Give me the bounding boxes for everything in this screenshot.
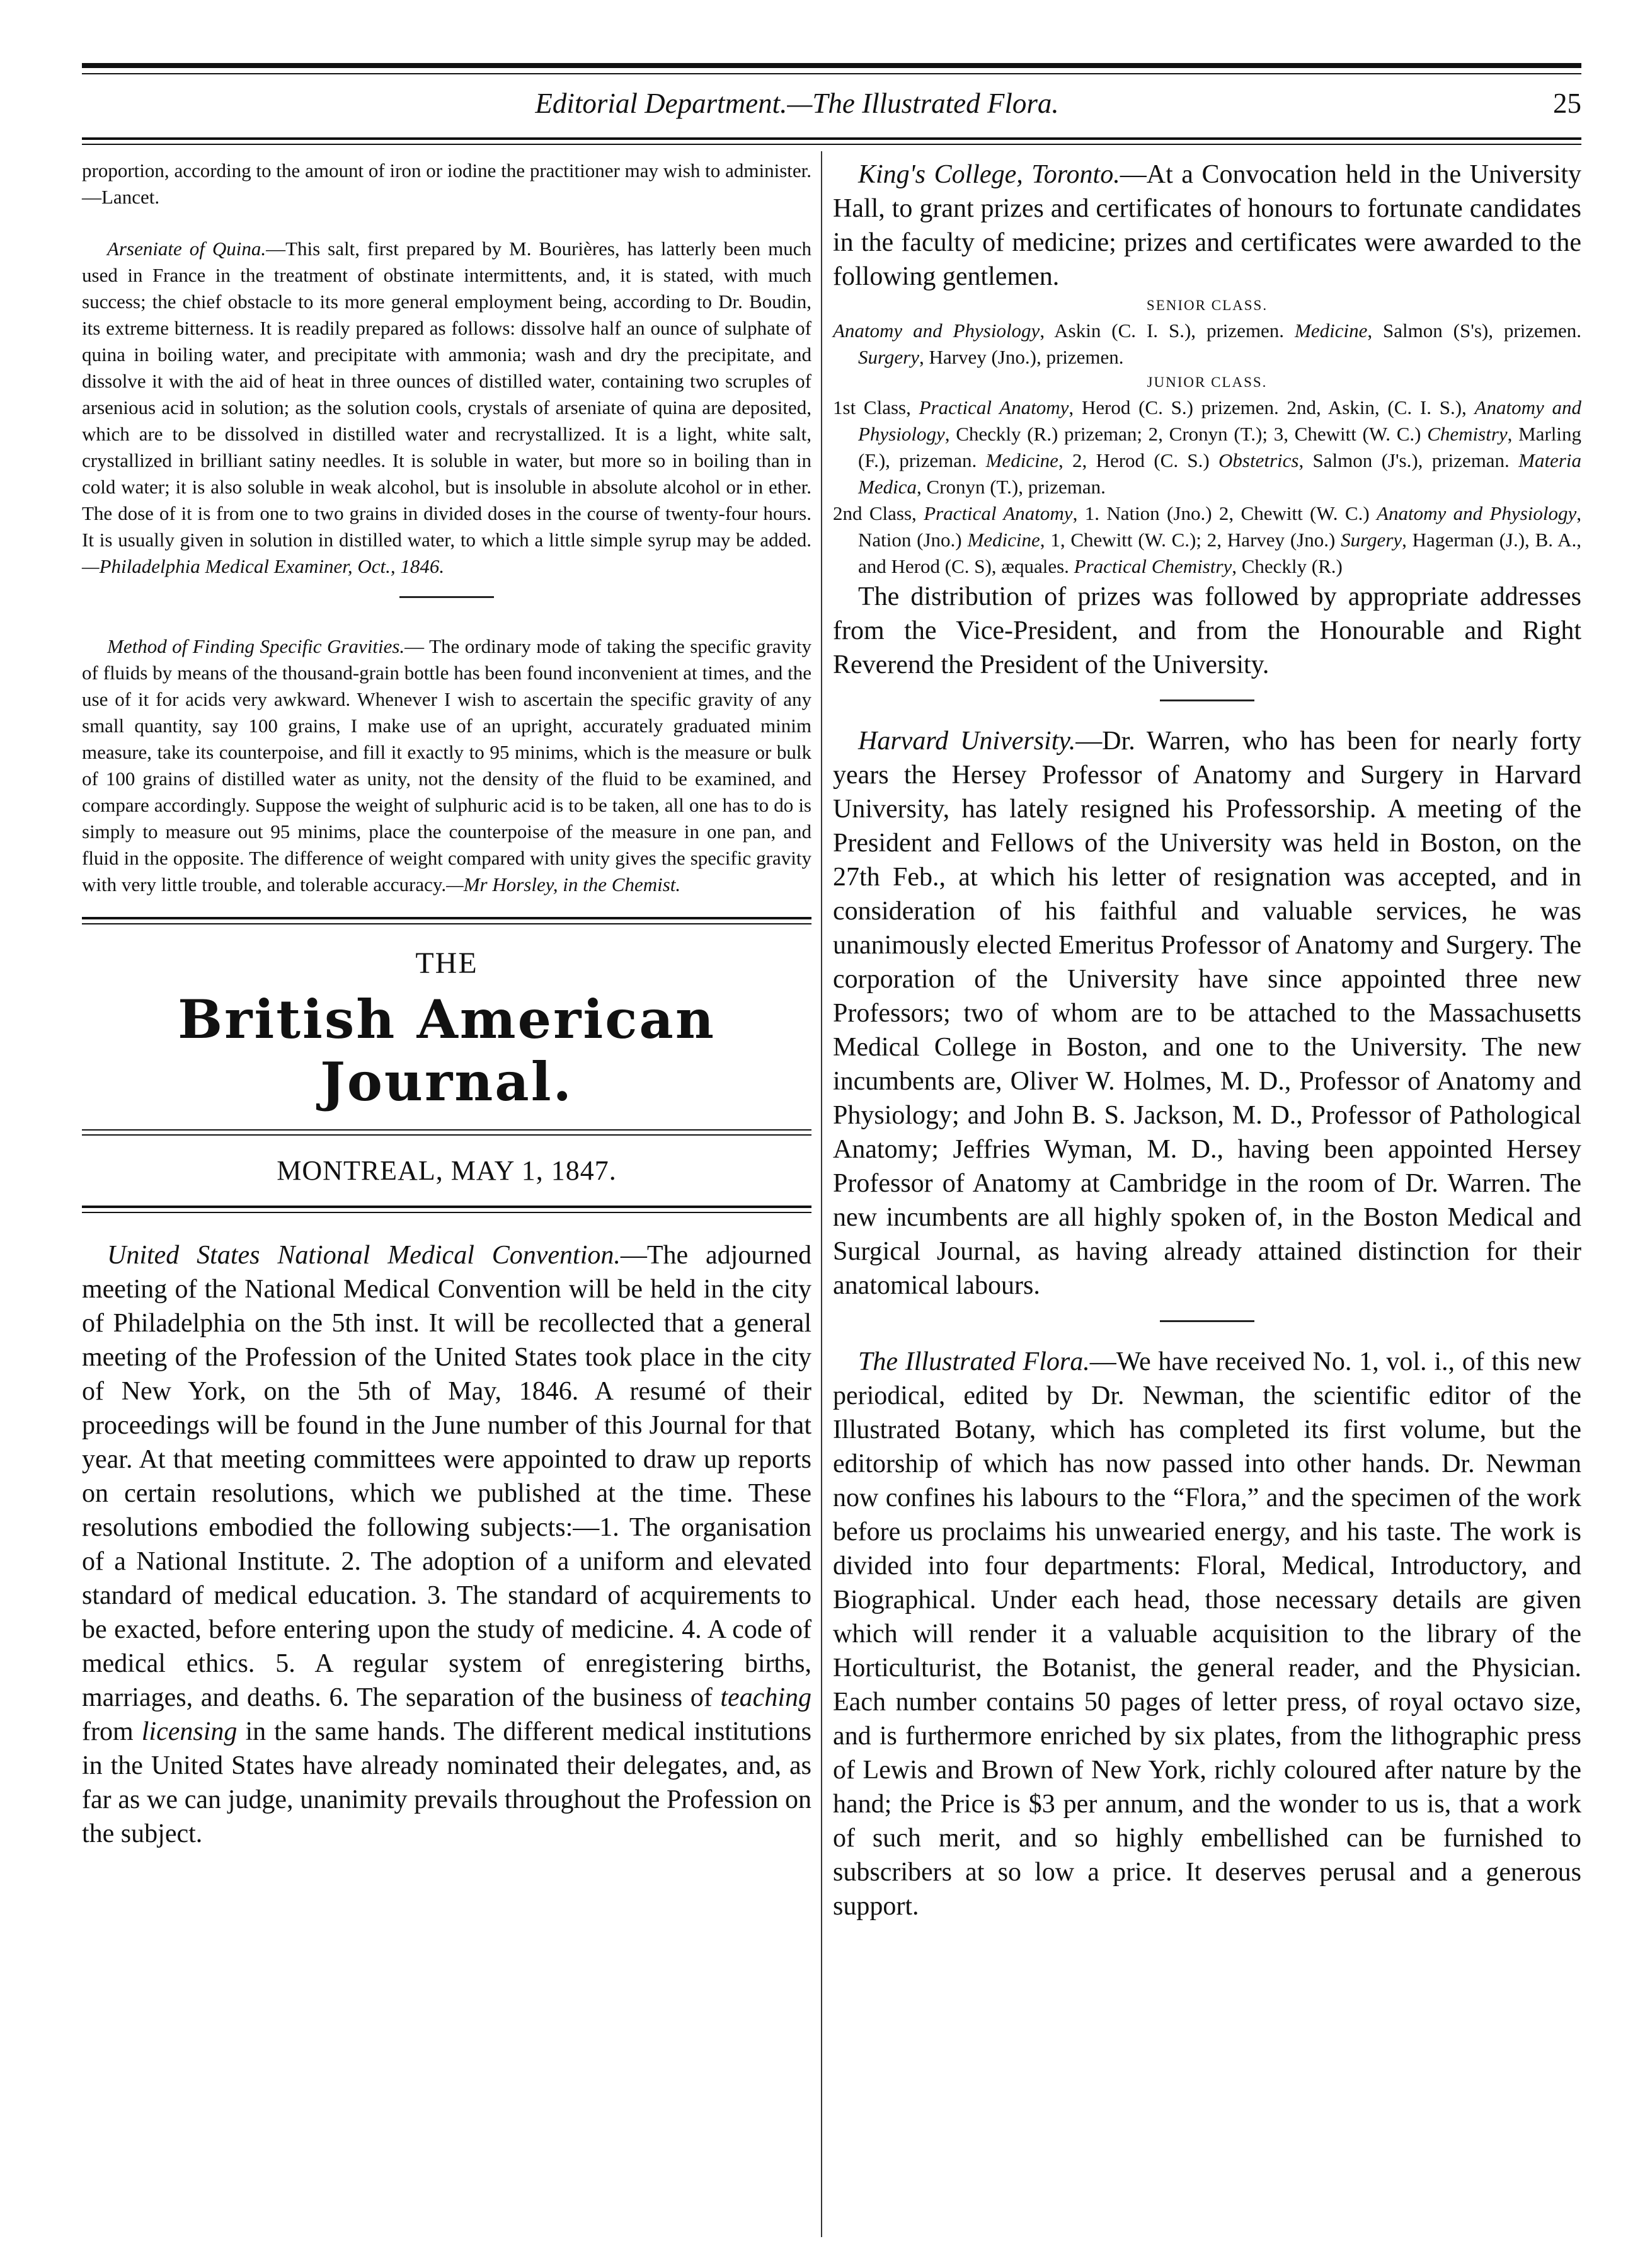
award-text: , Checkly (R.) prizeman; 2, Cronyn (T.); 3, Chewitt (W. C.) (944, 423, 1428, 445)
award-text: , Hagerman (J.), B. A., and Herod (C. S), æquales. (858, 529, 1581, 577)
emphasis-teaching: teaching (720, 1683, 811, 1712)
award-text: , Nation (Jno.) (858, 502, 1581, 551)
article-source: —Philadelphia Medical Examiner, Oct., 1846. (82, 555, 445, 577)
senior-class-entry (833, 318, 1581, 371)
subject-name: Medicine (1295, 319, 1368, 342)
separator (1160, 1320, 1254, 1322)
article-body: —At a Convocation held in the University Hall, to grant prizes and certificates of honours to fortunate candidates in the faculty of medicine; prizes and certificates were awarded to the following gentlemen. (833, 160, 1581, 291)
fragment-paragraph: proportion, according to the amount of iron or iodine the practitioner may wish to administer.—Lancet. (82, 159, 811, 208)
award-text: 1st Class, (833, 396, 919, 418)
article-flora (833, 1345, 1581, 1923)
article-body: —Dr. Warren, who has been for nearly forty years the Hersey Professor of Anatomy and Surgery in Harvard University, has lately resigned his Professorship. A meeting of the President and Fellows of the University was held in Boston, on the 27th Feb., at which his letter of resignation was accepted, and in consideration of his faithful and valuable services, he was unanimously elected Emeritus Professor of Anatomy and Surgery. The corporation of the University have since appointed three new Professors; two of whom are to be attached to the Massachusetts Medical College in Boston, and one to the University. The new incumbents are, Oliver W. Holmes, M. D., Professor of Anatomy and Physiology; and John B. S. Jackson, M. D., Professor of Pathological Anatomy; Jeffries Wyman, M. D., having been appointed Hersey Professor of Anatomy at Cambridge in the room of Dr. Warren. The new incumbents are all highly spoken of, in the Boston Medical and Surgical Journal, as having already attained distinction for their anatomical labours. (833, 727, 1581, 1300)
junior-class-heading: JUNIOR CLASS. (1147, 374, 1268, 390)
award-text: , 1. Nation (Jno.) 2, Chewitt (W. C.) (1072, 502, 1377, 524)
subject-name: Practical Chemistry (1074, 555, 1232, 577)
award-text: , Checkly (R.) (1232, 555, 1343, 577)
award-text: , 2, Herod (C. S.) (1058, 449, 1219, 471)
subject-name: Practical Anatomy (919, 396, 1069, 418)
distribution-paragraph: The distribution of prizes was followed by appropriate addresses from the Vice-President, and from the Honourable and Right Reverend the President of the University. (833, 582, 1581, 679)
article-body: —This salt, first prepared by M. Bourières, has latterly been much used in France in the treatment of obstinate intermittents, and, it is stated, with much success; the chief obstacle to its more general employment being, according to Dr. Boudin, its extreme bitterness. It is readily prepared as follows: dissolve half an ounce of sulphate of quina in boiling water, and precipitate with ammonia; wash and dry the precipitate, and dissolve it with the aid of heat in three ounces of distilled water, containing two scruples of arsenious acid in solution; as the solution cools, crystals of arseniate of quina are deposited, which are to be dissolved in distilled water and recrystallized. It is a light, white salt, crystallized in brilliant satiny needles. It is soluble in water, but more so in boiling than in cold water; it is also soluble in weak alcohol, but is insoluble in absolute alcohol or in ether. The dose of it is from one to two grains in divided doses in the course of twenty-four hours. It is usually given in solution in distilled water, to which a little simple syrup may be added. (82, 238, 811, 551)
emphasis-licensing: licensing (141, 1717, 238, 1746)
separator (1160, 699, 1254, 701)
award-text: 2nd Class, (833, 502, 924, 524)
page-header (82, 87, 1581, 131)
award-text: , Herod (C. S.) prizemen. 2nd, Askin, (C. I. S.), (1069, 396, 1475, 418)
masthead (82, 917, 811, 1213)
award-text: , Salmon (J's.), prizeman. (1298, 449, 1519, 471)
award-text: , Harvey (Jno.), prizemen. (919, 346, 1124, 368)
award-text: , Cronyn (T.), prizeman. (916, 476, 1106, 498)
subject-name: Medicine (967, 529, 1040, 551)
page-number: 25 (1553, 88, 1581, 119)
award-text: , Salmon (S's), prizemen. (1367, 319, 1581, 342)
masthead-the: THE (415, 947, 478, 980)
top-rule-thick (82, 63, 1581, 68)
article-title: Harvard University. (858, 727, 1076, 756)
subject-name: Anatomy and Physiology (1377, 502, 1577, 524)
column-divider (821, 151, 822, 2237)
header-rule-1 (82, 137, 1581, 140)
article-title: United States National Medical Convention. (107, 1241, 621, 1270)
award-text: , Askin (C. I. S.), prizemen. (1040, 319, 1295, 342)
senior-class-heading: SENIOR CLASS. (1146, 297, 1268, 313)
article-title: The Illustrated Flora. (858, 1347, 1090, 1376)
masthead-title: British American Journal. (178, 988, 716, 1113)
subject-name: Anatomy and Physiology (858, 396, 1581, 445)
subject-name: Surgery (1341, 529, 1402, 551)
article-kings-college (833, 158, 1581, 294)
article-title: Arseniate of Quina. (107, 238, 267, 260)
separator (399, 596, 494, 598)
article-convention (82, 1238, 811, 1851)
subject-name: Chemistry (1427, 423, 1508, 445)
left-column (82, 158, 811, 1851)
article-body: —The adjourned meeting of the National Medical Convention will be held in the city of Philadelphia on the 5th inst. It will be recollected that a general meeting of the Profession of the United States took place in the city of New York, on the 5th of May, 1846. A resumé of their proceedings will be found in the June number of this Journal for that year. At that meeting committees were appointed to draw up reports on certain resolutions, which we published at the time. These resolutions embodied the following subjects:—1. The organisation of a National Institute. 2. The adoption of a uniform and elevated standard of medical education. 3. The standard of acquirements to be exacted, before entering upon the study of medicine. 4. A code of medical ethics. 5. A regular system of enregistering births, marriages, and deaths. 6. The separation of the business of (82, 1241, 811, 1712)
dateline: MONTREAL, MAY 1, 1847. (277, 1155, 617, 1186)
subject-name: Materia Medica (858, 449, 1581, 498)
award-text: , Marling (F.), prizeman. (858, 423, 1581, 471)
article-arseniate (82, 236, 811, 580)
article-title: Method of Finding Specific Gravities. (107, 635, 405, 657)
article-body: from (82, 1717, 142, 1746)
subject-name: Surgery (858, 346, 919, 368)
masthead-rule (82, 1129, 811, 1131)
subject-name: Practical Anatomy (924, 502, 1073, 524)
masthead-rule (82, 917, 811, 919)
article-harvard (833, 724, 1581, 1303)
masthead-rule (82, 923, 811, 924)
header-rule-2 (82, 144, 1581, 145)
masthead-rule (82, 1212, 811, 1213)
award-text: , 1, Chewitt (W. C.); 2, Harvey (Jno.) (1040, 529, 1341, 551)
top-rule-thin (82, 73, 1581, 74)
subject-name: Anatomy and Physiology (833, 319, 1040, 342)
junior-class-entry (833, 500, 1581, 580)
article-body: — The ordinary mode of taking the specific gravity of fluids by means of the thousand-grain bottle has been found inconvenient at times, and the use of it for acids very awkward. Whenever I wish to ascertain the specific gravity of any small quantity, say 100 grains, I make use of an upright, accurately graduated minim measure, take its counterpoise, and fill it exactly to 95 minims, which is the measure or bulk of 100 grains of distilled water as unity, not the density of the fluid to be examined, and compare accordingly. Suppose the weight of sulphuric acid is to be taken, all one has to do is simply to measure out 95 minims, place the counterpoise of the measure in one pan, and fluid in the opposite. The difference of weight compared with unity gives the specific gravity with very little trouble, and tolerable accuracy. (82, 635, 811, 895)
article-gravities (82, 633, 811, 898)
article-title: King's College, Toronto. (858, 160, 1120, 189)
article-body: —We have received No. 1, vol. i., of this new periodical, edited by Dr. Newman, the scientific editor of the Illustrated Botany, which has completed its first volume, but the editorship of which has now passed into other hands. Dr. Newman now confines his labours to the “Flora,” and the specimen of the work before us proclaims his unwearied energy, and his taste. The work is divided into four departments: Floral, Medical, Introductory, and Biographical. Under each head, those necessary details are given which will render it a valuable acquisition to the library of the Horticulturist, the Botanist, the general reader, and the Physician. Each number contains 50 pages of letter press, of royal octavo size, and is furthermore enriched by six plates, from the lithographic press of Lewis and Brown of New York, richly coloured after nature by the hand; the Price is $3 per annum, and the wonder to us is, that a work of such merit, and so highly embellished can be furnished to subscribers at so low a price. It deserves perusal and a generous support. (833, 1347, 1581, 1921)
subject-name: Obstetrics (1218, 449, 1299, 471)
masthead-rule (82, 1134, 811, 1136)
subject-name: Medicine (985, 449, 1058, 471)
running-title: Editorial Department.—The Illustrated Flora. (535, 88, 1059, 119)
masthead-rule (82, 1206, 811, 1208)
junior-class-entry (833, 394, 1581, 500)
article-body: in the same hands. The different medical institutions in the United States have already nominated their delegates, and, as far as we can judge, unanimity prevails throughout the Profession on the subject. (82, 1717, 811, 1848)
right-column (833, 158, 1581, 1923)
article-source: —Mr Horsley, in the Chemist. (446, 873, 681, 895)
